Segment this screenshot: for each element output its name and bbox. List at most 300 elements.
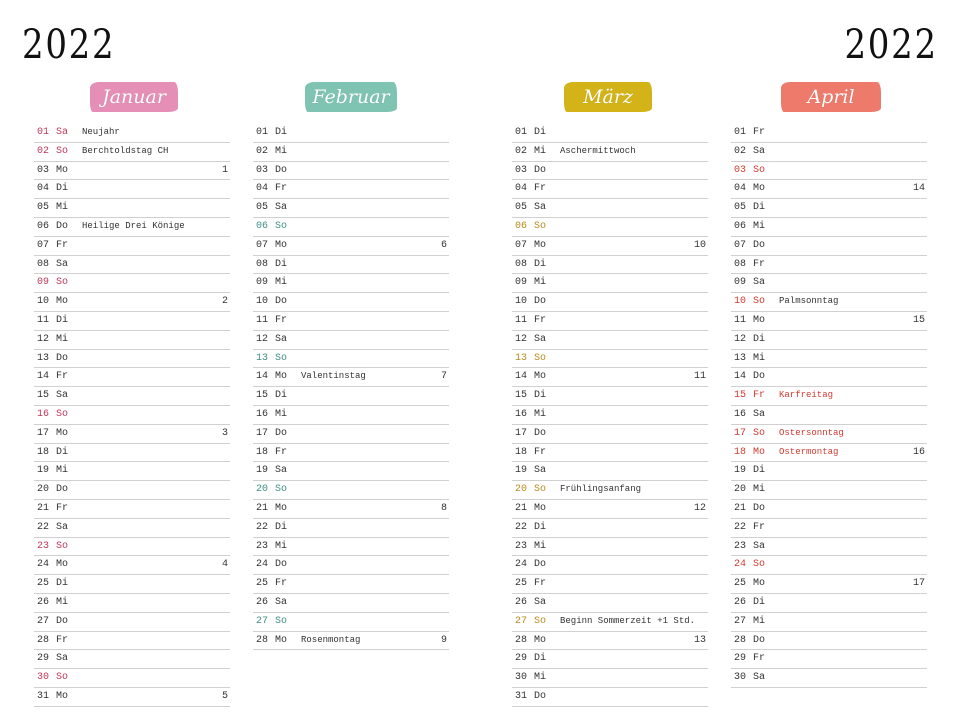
day-row (253, 124, 449, 143)
weekday: Mo (56, 164, 69, 176)
day-number: 21 (734, 502, 747, 514)
day-event: Aschermittwoch (560, 145, 636, 156)
day-number: 26 (37, 596, 50, 608)
weekday: Sa (753, 408, 766, 420)
week-number: 2 (221, 296, 228, 308)
day-row (34, 124, 230, 143)
day-row (34, 556, 230, 575)
month-april (731, 82, 927, 688)
day-row (34, 256, 230, 275)
day-row (34, 387, 230, 406)
weekday: Sa (56, 390, 69, 402)
day-event: Beginn Sommerzeit +1 Std. (560, 615, 696, 626)
day-row (34, 368, 230, 387)
weekday: So (534, 615, 547, 627)
day-row (34, 688, 230, 707)
week-number: 3 (221, 427, 228, 439)
day-event: Ostersonntag (779, 427, 844, 438)
day-number: 16 (256, 408, 269, 420)
day-row (731, 481, 927, 500)
day-row (253, 406, 449, 425)
weekday: Do (534, 296, 547, 308)
day-row (512, 124, 708, 143)
weekday: Do (56, 615, 69, 627)
day-number: 11 (37, 314, 50, 326)
day-row (731, 406, 927, 425)
day-number: 13 (734, 352, 747, 364)
weekday: Mi (753, 484, 766, 496)
weekday: Mi (275, 540, 288, 552)
day-number: 08 (37, 258, 50, 270)
day-row (253, 162, 449, 181)
weekday: Di (56, 446, 69, 458)
weekday: Mo (534, 371, 547, 383)
weekday: Mo (275, 502, 288, 514)
day-row (512, 669, 708, 688)
day-row (253, 218, 449, 237)
day-number: 02 (734, 145, 747, 157)
day-row (512, 350, 708, 369)
weekday: So (534, 352, 547, 364)
day-row (34, 613, 230, 632)
day-number: 29 (37, 653, 50, 665)
month-january (34, 82, 230, 707)
day-row (731, 331, 927, 350)
weekday: Sa (753, 672, 766, 684)
day-number: 23 (734, 540, 747, 552)
weekday: Do (56, 220, 69, 232)
day-row (731, 500, 927, 519)
day-number: 14 (256, 371, 269, 383)
weekday: Di (534, 521, 547, 533)
day-number: 25 (256, 578, 269, 590)
day-number: 23 (37, 540, 50, 552)
month-banner (564, 82, 652, 112)
day-number: 30 (734, 672, 747, 684)
day-number: 07 (256, 239, 269, 251)
weekday: So (275, 615, 288, 627)
day-row (512, 274, 708, 293)
weekday: Fr (275, 578, 288, 590)
day-number: 29 (734, 653, 747, 665)
weekday: Mo (534, 634, 547, 646)
weekday: Mo (56, 559, 69, 571)
weekday: Di (534, 127, 547, 138)
weekday: So (56, 672, 69, 684)
day-number: 27 (734, 615, 747, 627)
day-row (34, 293, 230, 312)
day-number: 19 (515, 465, 528, 477)
day-event: Karfreitag (779, 390, 834, 401)
day-number: 04 (734, 183, 747, 195)
day-row (512, 462, 708, 481)
day-number: 28 (37, 634, 50, 646)
month-banner (305, 82, 397, 112)
weekday: Mo (753, 446, 766, 458)
day-number: 22 (515, 521, 528, 533)
day-number: 04 (515, 183, 528, 195)
weekday: Mi (275, 145, 288, 157)
week-number: 1 (221, 164, 228, 176)
weekday: Di (534, 653, 547, 665)
day-number: 29 (515, 653, 528, 665)
weekday: Di (534, 258, 547, 270)
weekday: Fr (275, 183, 288, 195)
weekday: Fr (56, 239, 69, 251)
day-row (253, 293, 449, 312)
month-title: Februar (312, 86, 390, 108)
day-number: 17 (515, 427, 528, 439)
weekday: Mi (56, 596, 69, 608)
weekday: Di (275, 521, 288, 533)
weekday: Sa (56, 258, 69, 270)
weekday: Do (275, 296, 288, 308)
weekday: Di (275, 390, 288, 402)
day-row (731, 218, 927, 237)
day-number: 12 (515, 333, 528, 345)
day-list (512, 124, 708, 707)
month-march (512, 82, 708, 707)
day-row (512, 519, 708, 538)
weekday: Do (56, 352, 69, 364)
day-row (512, 331, 708, 350)
day-row (34, 444, 230, 463)
day-number: 03 (515, 164, 528, 176)
day-number: 08 (256, 258, 269, 270)
weekday: Do (753, 239, 766, 251)
day-row (731, 538, 927, 557)
day-row (512, 500, 708, 519)
day-row (512, 237, 708, 256)
day-number: 13 (256, 352, 269, 364)
day-number: 03 (256, 164, 269, 176)
month-banner (781, 82, 881, 112)
day-row (731, 594, 927, 613)
weekday: Sa (753, 277, 766, 289)
weekday: Do (534, 427, 547, 439)
day-number: 20 (734, 484, 747, 496)
week-number: 7 (440, 371, 447, 383)
weekday: Mi (56, 333, 69, 345)
day-number: 27 (256, 615, 269, 627)
weekday: Sa (534, 596, 547, 608)
weekday: Fr (753, 127, 766, 138)
day-number: 28 (256, 634, 269, 646)
day-row (34, 274, 230, 293)
month-banner (90, 82, 178, 112)
day-number: 17 (256, 427, 269, 439)
day-row (731, 575, 927, 594)
week-number: 4 (221, 559, 228, 571)
day-row (512, 444, 708, 463)
day-row (731, 350, 927, 369)
day-row (253, 368, 449, 387)
day-row (731, 312, 927, 331)
weekday: Fr (275, 314, 288, 326)
day-number: 12 (734, 333, 747, 345)
day-row (34, 669, 230, 688)
day-number: 07 (515, 239, 528, 251)
day-number: 18 (256, 446, 269, 458)
day-row (253, 425, 449, 444)
day-row (512, 387, 708, 406)
weekday: Mi (275, 408, 288, 420)
day-row (253, 481, 449, 500)
day-row (34, 462, 230, 481)
day-row (731, 556, 927, 575)
day-number: 06 (515, 220, 528, 232)
day-row (253, 331, 449, 350)
day-number: 18 (515, 446, 528, 458)
day-number: 23 (256, 540, 269, 552)
weekday: So (56, 540, 69, 552)
day-row (34, 312, 230, 331)
day-row (731, 632, 927, 651)
day-number: 16 (37, 408, 50, 420)
weekday: Fr (753, 258, 766, 270)
day-row (253, 613, 449, 632)
day-row (512, 293, 708, 312)
weekday: Fr (56, 371, 69, 383)
day-row (34, 350, 230, 369)
day-event: Ostermontag (779, 446, 839, 457)
day-row (731, 293, 927, 312)
weekday: So (275, 484, 288, 496)
day-number: 12 (37, 333, 50, 345)
week-number: 10 (693, 239, 706, 251)
day-number: 28 (515, 634, 528, 646)
day-row (253, 575, 449, 594)
day-row (731, 180, 927, 199)
weekday: Mo (275, 239, 288, 251)
day-row (253, 274, 449, 293)
weekday: So (753, 296, 766, 308)
day-number: 20 (515, 484, 528, 496)
day-number: 15 (37, 390, 50, 402)
day-number: 22 (37, 521, 50, 533)
weekday: Di (275, 258, 288, 270)
day-number: 14 (515, 371, 528, 383)
day-row (731, 143, 927, 162)
day-row (34, 143, 230, 162)
weekday: Do (275, 164, 288, 176)
day-number: 12 (256, 333, 269, 345)
month-february (253, 82, 449, 650)
week-number: 12 (693, 502, 706, 514)
week-number: 9 (440, 634, 447, 646)
day-row (253, 538, 449, 557)
weekday: So (56, 408, 69, 420)
day-row (731, 274, 927, 293)
day-row (731, 519, 927, 538)
day-row (512, 688, 708, 707)
day-row (34, 481, 230, 500)
day-number: 11 (734, 314, 747, 326)
day-number: 20 (256, 484, 269, 496)
weekday: Fr (753, 521, 766, 533)
day-number: 09 (515, 277, 528, 289)
weekday: Do (534, 690, 547, 702)
weekday: Mi (534, 540, 547, 552)
day-event: Valentinstag (301, 371, 366, 382)
day-number: 14 (37, 371, 50, 383)
weekday: Sa (534, 465, 547, 477)
weekday: Mi (56, 465, 69, 477)
day-number: 10 (37, 296, 50, 308)
day-row (731, 650, 927, 669)
day-list (34, 124, 230, 707)
weekday: Do (534, 559, 547, 571)
day-row (512, 162, 708, 181)
weekday: Mo (56, 690, 69, 702)
weekday: So (753, 427, 766, 439)
weekday: So (275, 352, 288, 364)
day-number: 17 (37, 427, 50, 439)
day-number: 15 (256, 390, 269, 402)
day-row (512, 406, 708, 425)
weekday: Mi (56, 202, 69, 214)
weekday: Di (753, 465, 766, 477)
day-number: 08 (515, 258, 528, 270)
day-row (512, 613, 708, 632)
year-left: 2022 (22, 22, 116, 68)
weekday: Do (56, 484, 69, 496)
weekday: Fr (275, 446, 288, 458)
day-row (34, 594, 230, 613)
weekday: Mo (56, 427, 69, 439)
day-number: 01 (734, 127, 747, 138)
day-number: 07 (37, 239, 50, 251)
weekday: Sa (56, 521, 69, 533)
day-number: 27 (37, 615, 50, 627)
weekday: Mi (534, 672, 547, 684)
weekday: Mi (753, 220, 766, 232)
day-number: 10 (734, 296, 747, 308)
day-number: 25 (37, 578, 50, 590)
weekday: Sa (534, 202, 547, 214)
day-row (253, 519, 449, 538)
weekday: Fr (753, 390, 766, 402)
weekday: Mo (275, 371, 288, 383)
day-number: 24 (37, 559, 50, 571)
weekday: So (534, 484, 547, 496)
day-number: 22 (734, 521, 747, 533)
day-number: 19 (37, 465, 50, 477)
day-number: 05 (256, 202, 269, 214)
day-number: 03 (37, 164, 50, 176)
day-number: 01 (515, 127, 528, 138)
weekday: So (753, 164, 766, 176)
day-row (34, 237, 230, 256)
week-number: 17 (912, 578, 925, 590)
weekday: Di (753, 596, 766, 608)
weekday: Sa (753, 540, 766, 552)
day-row (731, 256, 927, 275)
day-row (731, 387, 927, 406)
day-row (512, 575, 708, 594)
day-number: 26 (515, 596, 528, 608)
day-number: 16 (734, 408, 747, 420)
weekday: Mi (275, 277, 288, 289)
weekday: Fr (753, 653, 766, 665)
weekday: Fr (534, 578, 547, 590)
day-row (34, 331, 230, 350)
month-title: Januar (102, 86, 166, 108)
day-list (731, 124, 927, 688)
day-number: 14 (734, 371, 747, 383)
day-number: 22 (256, 521, 269, 533)
day-row (512, 256, 708, 275)
weekday: Sa (56, 127, 69, 138)
day-event: Frühlingsanfang (560, 484, 642, 495)
day-row (253, 444, 449, 463)
day-row (34, 425, 230, 444)
day-row (253, 143, 449, 162)
week-number: 6 (440, 239, 447, 251)
day-row (512, 180, 708, 199)
weekday: Di (56, 578, 69, 590)
weekday: Fr (534, 314, 547, 326)
weekday: Di (753, 202, 766, 214)
day-row (34, 180, 230, 199)
day-number: 05 (734, 202, 747, 214)
weekday: Mo (753, 314, 766, 326)
day-row (253, 387, 449, 406)
day-number: 25 (734, 578, 747, 590)
day-number: 10 (515, 296, 528, 308)
day-row (34, 650, 230, 669)
day-number: 20 (37, 484, 50, 496)
weekday: Mo (534, 239, 547, 251)
day-row (253, 350, 449, 369)
weekday: Do (275, 427, 288, 439)
day-row (731, 669, 927, 688)
day-row (253, 594, 449, 613)
weekday: Mo (753, 578, 766, 590)
day-number: 01 (37, 127, 50, 138)
weekday: So (56, 277, 69, 289)
day-row (512, 594, 708, 613)
week-number: 8 (440, 502, 447, 514)
day-row (512, 143, 708, 162)
weekday: Sa (56, 653, 69, 665)
day-row (731, 444, 927, 463)
year-right: 2022 (844, 22, 938, 68)
weekday: Sa (753, 145, 766, 157)
day-number: 05 (515, 202, 528, 214)
day-row (34, 538, 230, 557)
day-row (731, 368, 927, 387)
day-row (34, 199, 230, 218)
day-row (34, 218, 230, 237)
day-row (34, 162, 230, 181)
day-number: 25 (515, 578, 528, 590)
day-row (253, 237, 449, 256)
week-number: 13 (693, 634, 706, 646)
weekday: Fr (534, 183, 547, 195)
weekday: Di (56, 183, 69, 195)
day-number: 09 (734, 277, 747, 289)
day-event: Berchtoldstag CH (82, 145, 169, 156)
weekday: Mo (275, 634, 288, 646)
weekday: Do (534, 164, 547, 176)
day-row (34, 406, 230, 425)
weekday: So (275, 220, 288, 232)
day-number: 11 (256, 314, 269, 326)
weekday: Sa (275, 596, 288, 608)
day-row (253, 556, 449, 575)
day-row (731, 124, 927, 143)
